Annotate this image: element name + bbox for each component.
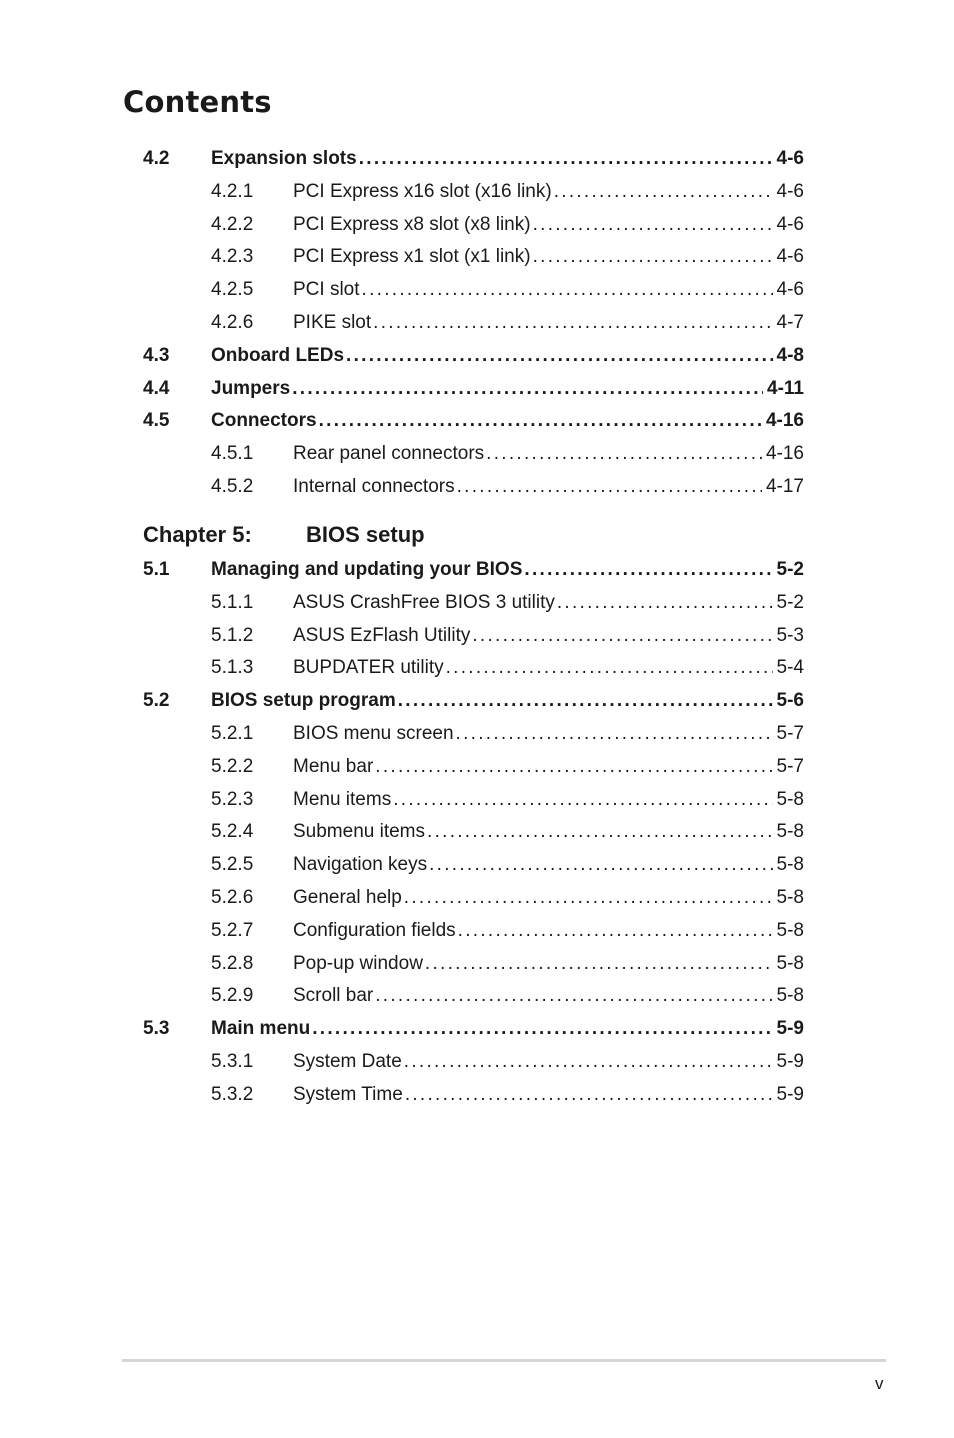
toc-entry[interactable] xyxy=(0,310,954,336)
toc-entry-page: 5-2 xyxy=(776,559,804,580)
page-title: Contents xyxy=(123,85,272,119)
dot-leader xyxy=(312,1016,772,1042)
toc-entry-number: 4.2.1 xyxy=(211,180,254,202)
dot-leader xyxy=(554,179,773,205)
toc-entry-page: 4-8 xyxy=(776,344,804,366)
dot-leader xyxy=(375,754,772,780)
toc-entry-title: PCI slot xyxy=(293,279,360,301)
toc-entry-title: System Time xyxy=(293,1083,403,1105)
toc-entry[interactable] xyxy=(0,623,954,649)
chapter-title: BIOS setup xyxy=(306,522,425,547)
toc-entry-number: 5.2.4 xyxy=(211,821,254,843)
toc-entry[interactable] xyxy=(0,1016,954,1042)
footer-divider xyxy=(122,1359,886,1362)
toc-entry-title: Internal connectors xyxy=(293,476,455,497)
toc-entry[interactable] xyxy=(0,244,954,270)
toc-entry-page: 5-2 xyxy=(776,591,804,613)
toc-entry-number: 5.2.9 xyxy=(211,985,254,1007)
toc-entry[interactable] xyxy=(0,754,954,780)
dot-leader xyxy=(373,310,772,336)
toc-entry-number: 4.5.1 xyxy=(211,443,254,465)
toc-entry-page: 4-16 xyxy=(765,443,804,465)
toc-entry-line xyxy=(211,146,804,172)
dot-leader xyxy=(446,655,773,681)
dot-leader xyxy=(429,852,772,878)
toc-entry-page: 5-8 xyxy=(776,854,804,876)
toc-entry-title: Onboard LEDs xyxy=(211,344,345,366)
dot-leader xyxy=(398,688,773,714)
toc-entry[interactable] xyxy=(0,1049,954,1075)
toc-entry[interactable] xyxy=(0,343,954,369)
toc-entry-title: ASUS CrashFree BIOS 3 utility xyxy=(293,591,555,613)
dot-leader xyxy=(486,441,762,467)
dot-leader xyxy=(359,146,773,172)
toc-entry-title: Navigation keys xyxy=(293,854,428,876)
toc-entry-page: 5-8 xyxy=(776,821,804,843)
toc-entry-line xyxy=(293,885,804,911)
toc-entry[interactable] xyxy=(0,557,954,583)
toc-entry-line xyxy=(211,557,804,583)
toc-entry-number: 5.2.6 xyxy=(211,887,254,908)
toc-entry-title: Configuration fields xyxy=(293,919,456,941)
toc-entry-number: 5.1 xyxy=(143,559,170,580)
toc-entry-title: Rear panel connectors xyxy=(293,443,485,465)
toc-entry-line xyxy=(293,721,804,747)
toc-entry-line xyxy=(293,212,804,238)
dot-leader xyxy=(472,623,772,649)
toc-entry-line xyxy=(293,983,804,1009)
dot-leader xyxy=(404,1049,773,1075)
toc-entry-line xyxy=(211,408,804,434)
toc-entry-number: 5.2.5 xyxy=(211,854,254,876)
toc-entry-number: 5.3.2 xyxy=(211,1083,254,1105)
toc-entry[interactable] xyxy=(0,179,954,205)
toc-entry[interactable] xyxy=(0,146,954,172)
toc-entry-page: 5-6 xyxy=(776,690,804,712)
toc-entry-page: 5-4 xyxy=(776,657,804,679)
toc-entry-number: 5.2.3 xyxy=(211,788,254,810)
toc-entry[interactable] xyxy=(0,721,954,747)
toc-entry-title: Expansion slots xyxy=(211,148,357,169)
dot-leader xyxy=(346,343,773,369)
toc-entry[interactable] xyxy=(0,787,954,813)
dot-leader xyxy=(375,983,772,1009)
toc-entry-page: 4-17 xyxy=(765,476,804,497)
toc-entry[interactable] xyxy=(0,1082,954,1108)
dot-leader xyxy=(404,885,773,911)
dot-leader xyxy=(405,1082,773,1108)
toc-entry-title: Menu items xyxy=(293,788,392,810)
toc-entry[interactable] xyxy=(0,376,954,402)
toc-entry-line xyxy=(293,441,804,467)
toc-entry-title: Main menu xyxy=(211,1018,311,1040)
toc-entry-number: 5.1.2 xyxy=(211,624,254,646)
toc-entry-number: 4.3 xyxy=(143,344,170,366)
toc-entry-line xyxy=(293,244,804,270)
toc-entry-title: ASUS EzFlash Utility xyxy=(293,624,471,646)
toc-entry[interactable] xyxy=(0,277,954,303)
toc-entry-number: 5.1.3 xyxy=(211,657,254,679)
dot-leader xyxy=(319,408,762,434)
toc-entry[interactable] xyxy=(0,951,954,977)
toc-entry-title: Connectors xyxy=(211,410,317,432)
toc-entry[interactable] xyxy=(0,918,954,944)
dot-leader xyxy=(557,590,773,616)
toc-entry-title: Pop-up window xyxy=(293,952,423,974)
toc-entry-line xyxy=(211,376,804,402)
toc-entry[interactable] xyxy=(0,474,954,500)
toc-entry[interactable] xyxy=(0,655,954,681)
toc-entry-page: 4-6 xyxy=(776,180,804,202)
toc-entry[interactable] xyxy=(0,852,954,878)
toc-entry-line xyxy=(211,688,804,714)
dot-leader xyxy=(458,918,773,944)
toc-entry-title: Scroll bar xyxy=(293,985,374,1007)
toc-entry-title: Submenu items xyxy=(293,821,426,843)
toc-entry-number: 5.1.1 xyxy=(211,591,254,613)
toc-entry-number: 5.2.7 xyxy=(211,919,254,941)
toc-entry-number: 4.4 xyxy=(143,377,170,399)
toc-entry-line xyxy=(293,1082,804,1108)
toc-entry-title: PIKE slot xyxy=(293,312,372,333)
toc-entry-number: 4.5.2 xyxy=(211,476,254,497)
toc-entry-number: 5.3 xyxy=(143,1018,170,1040)
toc-entry[interactable] xyxy=(0,408,954,434)
toc-entry-number: 5.2.2 xyxy=(211,755,254,777)
toc-entry-line xyxy=(293,918,804,944)
toc-entry-page: 4-7 xyxy=(776,312,804,333)
toc-entry-line xyxy=(293,951,804,977)
toc-entry-title: General help xyxy=(293,887,402,908)
page-number: v xyxy=(875,1374,884,1393)
toc-entry-title: System Date xyxy=(293,1051,402,1072)
toc-entry[interactable] xyxy=(0,590,954,616)
toc-entry-page: 5-9 xyxy=(776,1018,804,1040)
dot-leader xyxy=(457,474,762,500)
toc-entry[interactable] xyxy=(0,212,954,238)
toc-entry-page: 5-9 xyxy=(776,1051,804,1072)
toc-entry-line xyxy=(293,310,804,336)
dot-leader xyxy=(393,787,772,813)
dot-leader xyxy=(533,212,773,238)
toc-entry-line xyxy=(293,1049,804,1075)
toc-entry-line xyxy=(293,623,804,649)
toc-entry-title: Jumpers xyxy=(211,377,291,399)
toc-entry-line xyxy=(211,343,804,369)
toc-entry-page: 5-8 xyxy=(776,887,804,908)
toc-entry-page: 5-8 xyxy=(776,788,804,810)
toc-entry-number: 4.2.3 xyxy=(211,246,254,268)
toc-entry-title: Managing and updating your BIOS xyxy=(211,559,523,580)
toc-entry[interactable] xyxy=(0,983,954,1009)
toc-entry-title: PCI Express x16 slot (x16 link) xyxy=(293,180,552,202)
toc-entry-number: 4.5 xyxy=(143,410,170,432)
toc-entry-page: 4-16 xyxy=(765,410,804,432)
toc-entry-title: BIOS setup program xyxy=(211,690,396,712)
toc-entry-line xyxy=(293,787,804,813)
toc-entry-page: 5-3 xyxy=(776,624,804,646)
toc-entry-title: Menu bar xyxy=(293,755,374,777)
toc-entry-title: PCI Express x1 slot (x1 link) xyxy=(293,246,531,268)
toc-entry-line xyxy=(211,1016,804,1042)
toc-entry-number: 5.2.1 xyxy=(211,723,254,744)
toc-entry-line xyxy=(293,655,804,681)
toc-entry-title: PCI Express x8 slot (x8 link) xyxy=(293,213,531,235)
toc-entry-title: BUPDATER utility xyxy=(293,657,444,679)
dot-leader xyxy=(456,721,773,747)
toc-entry-page: 5-8 xyxy=(776,952,804,974)
toc-entry-number: 4.2.6 xyxy=(211,312,254,333)
toc-entry[interactable] xyxy=(0,441,954,467)
dot-leader xyxy=(362,277,773,303)
toc-entry-page: 4-6 xyxy=(776,213,804,235)
toc-entry-page: 4-6 xyxy=(776,148,804,169)
toc-entry-number: 4.2.5 xyxy=(211,279,254,301)
toc-entry-page: 5-7 xyxy=(776,723,804,744)
toc-entry-number: 4.2 xyxy=(143,148,170,169)
toc-entry-page: 5-8 xyxy=(776,985,804,1007)
toc-entry[interactable] xyxy=(0,819,954,845)
toc-entry-number: 5.2 xyxy=(143,690,170,712)
toc-entry-line xyxy=(293,474,804,500)
toc-entry-line xyxy=(293,754,804,780)
toc-entry-line xyxy=(293,819,804,845)
toc-entry-page: 5-8 xyxy=(776,919,804,941)
toc-entry-page: 5-7 xyxy=(776,755,804,777)
toc-entry-line xyxy=(293,590,804,616)
toc-entry[interactable] xyxy=(0,688,954,714)
toc-entry-number: 5.3.1 xyxy=(211,1051,254,1072)
chapter-number: Chapter 5: xyxy=(143,522,252,547)
toc-entry-page: 4-6 xyxy=(776,246,804,268)
dot-leader xyxy=(524,557,772,583)
toc-entry-number: 5.2.8 xyxy=(211,952,254,974)
toc-entry-number: 4.2.2 xyxy=(211,213,254,235)
dot-leader xyxy=(425,951,773,977)
dot-leader xyxy=(533,244,773,270)
dot-leader xyxy=(427,819,773,845)
toc-entry-line xyxy=(293,179,804,205)
toc-entry-line xyxy=(293,852,804,878)
dot-leader xyxy=(292,376,763,402)
toc-entry-page: 5-9 xyxy=(776,1083,804,1105)
toc-entry-page: 4-6 xyxy=(776,279,804,301)
toc-entry[interactable] xyxy=(0,885,954,911)
toc-entry-line xyxy=(293,277,804,303)
toc-entry-title: BIOS menu screen xyxy=(293,723,454,744)
toc-entry-page: 4-11 xyxy=(767,377,804,399)
